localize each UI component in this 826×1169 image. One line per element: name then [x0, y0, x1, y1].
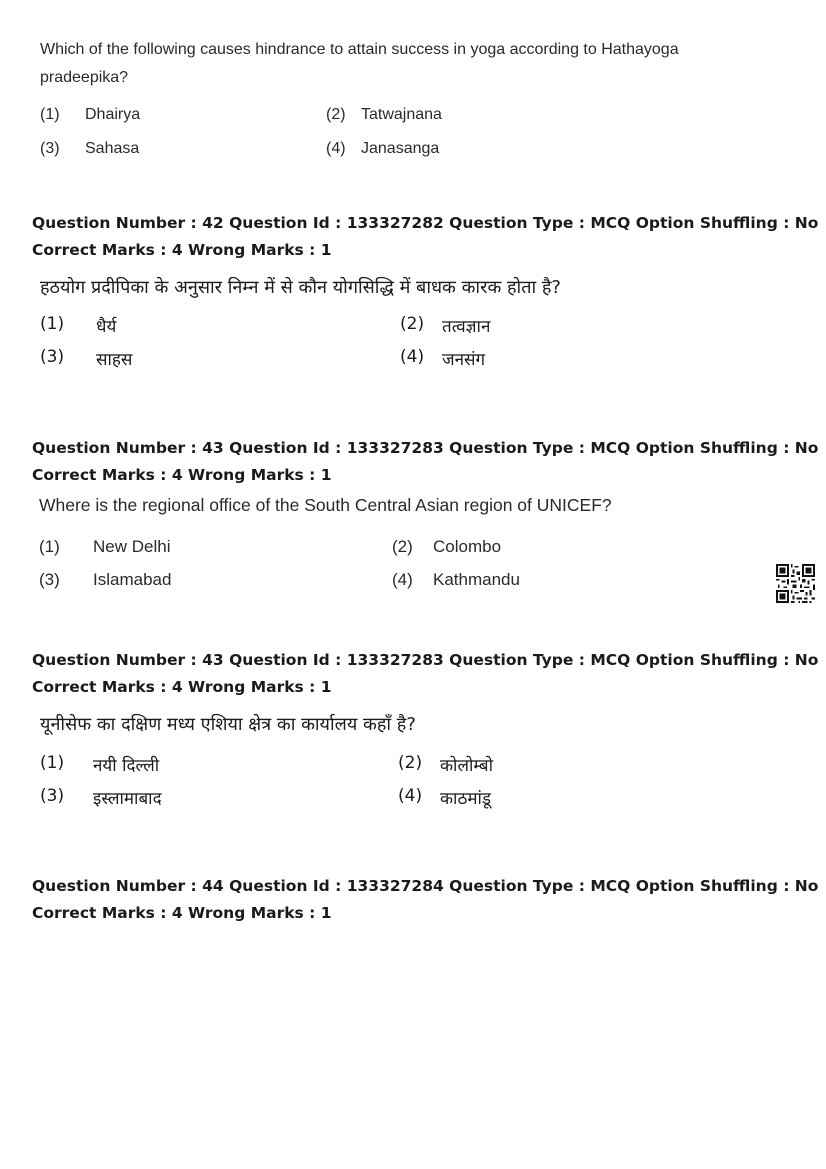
- option-text: साहस: [96, 350, 133, 370]
- option-number: (1): [39, 537, 60, 556]
- meta-line: Question Number : 43 Question Id : 133327283 Question Type : MCQ Option Shuffling : No: [32, 439, 819, 457]
- option-4: [400, 347, 486, 370]
- option-text: नयी दिल्ली: [93, 756, 160, 776]
- option-number: (2): [326, 106, 346, 123]
- option-text: Janasanga: [361, 140, 440, 157]
- option-number: (4): [326, 140, 346, 157]
- option-1: [40, 106, 141, 124]
- option-1: [39, 537, 171, 557]
- qr-code-icon: [776, 564, 815, 603]
- meta-line: Correct Marks : 4 Wrong Marks : 1: [32, 240, 332, 259]
- option-3: [40, 140, 140, 158]
- option-text: धैर्य: [96, 317, 117, 337]
- option-number: (3): [40, 347, 65, 367]
- option-text: Colombo: [433, 537, 502, 556]
- option-text: कोलोम्बो: [440, 756, 494, 776]
- option-4: [398, 786, 491, 809]
- option-number: (1): [40, 106, 60, 123]
- option-2: [400, 314, 491, 337]
- question-meta-43-hi: [32, 647, 818, 700]
- option-1: [40, 753, 160, 776]
- option-3: [40, 786, 162, 809]
- option-2: [392, 537, 502, 557]
- option-text: जनसंग: [442, 350, 486, 370]
- option-number: (3): [40, 140, 60, 157]
- meta-line: Question Number : 43 Question Id : 133327283 Question Type : MCQ Option Shuffling : No: [32, 651, 819, 669]
- question-line: pradeepika?: [40, 69, 129, 86]
- option-text: Kathmandu: [433, 570, 520, 589]
- option-4: [392, 570, 520, 590]
- option-text: Dhairya: [85, 106, 141, 123]
- option-text: तत्वज्ञान: [442, 317, 491, 337]
- option-3: [40, 347, 133, 370]
- question-text-42: हठयोग प्रदीपिका के अनुसार निम्न में से कौन योगसिद्धि में बाधक कारक होता है?: [40, 277, 561, 298]
- question-text-43-hi: यूनीसेफ का दक्षिण मध्य एशिया क्षेत्र का कार्यालय कहाँ है?: [40, 714, 416, 735]
- option-text: New Delhi: [93, 537, 171, 556]
- question-text-prev: [40, 36, 679, 92]
- option-number: (4): [392, 570, 413, 589]
- question-meta-42: [32, 210, 818, 263]
- option-number: (1): [40, 753, 65, 773]
- meta-line: Question Number : 42 Question Id : 133327282 Question Type : MCQ Option Shuffling : No: [32, 214, 819, 232]
- option-text: Islamabad: [93, 570, 172, 589]
- option-4: [326, 140, 440, 158]
- option-number: (4): [400, 347, 425, 367]
- option-text: Tatwajnana: [361, 106, 442, 123]
- option-1: [40, 314, 117, 337]
- option-number: (2): [398, 753, 423, 773]
- option-2: [326, 106, 442, 124]
- option-text: इस्लामाबाद: [93, 789, 162, 809]
- option-2: [398, 753, 494, 776]
- question-meta-43: [32, 435, 818, 488]
- option-number: (1): [40, 314, 65, 334]
- meta-line: Correct Marks : 4 Wrong Marks : 1: [32, 465, 332, 484]
- option-text: काठमांडू: [440, 789, 491, 809]
- meta-line: Question Number : 44 Question Id : 133327284 Question Type : MCQ Option Shuffling : No: [32, 877, 819, 895]
- option-number: (2): [400, 314, 425, 334]
- option-text: Sahasa: [85, 140, 140, 157]
- meta-line: Correct Marks : 4 Wrong Marks : 1: [32, 677, 332, 696]
- option-number: (3): [40, 786, 65, 806]
- question-line: Which of the following causes hindrance to attain success in yoga according to Hathayoga: [40, 41, 679, 58]
- option-3: [39, 570, 172, 590]
- option-number: (2): [392, 537, 413, 556]
- option-number: (4): [398, 786, 423, 806]
- meta-line: Correct Marks : 4 Wrong Marks : 1: [32, 903, 332, 922]
- option-number: (3): [39, 570, 60, 589]
- question-meta-44: [32, 873, 818, 926]
- question-text-43-en: Where is the regional office of the South Central Asian region of UNICEF?: [39, 495, 612, 515]
